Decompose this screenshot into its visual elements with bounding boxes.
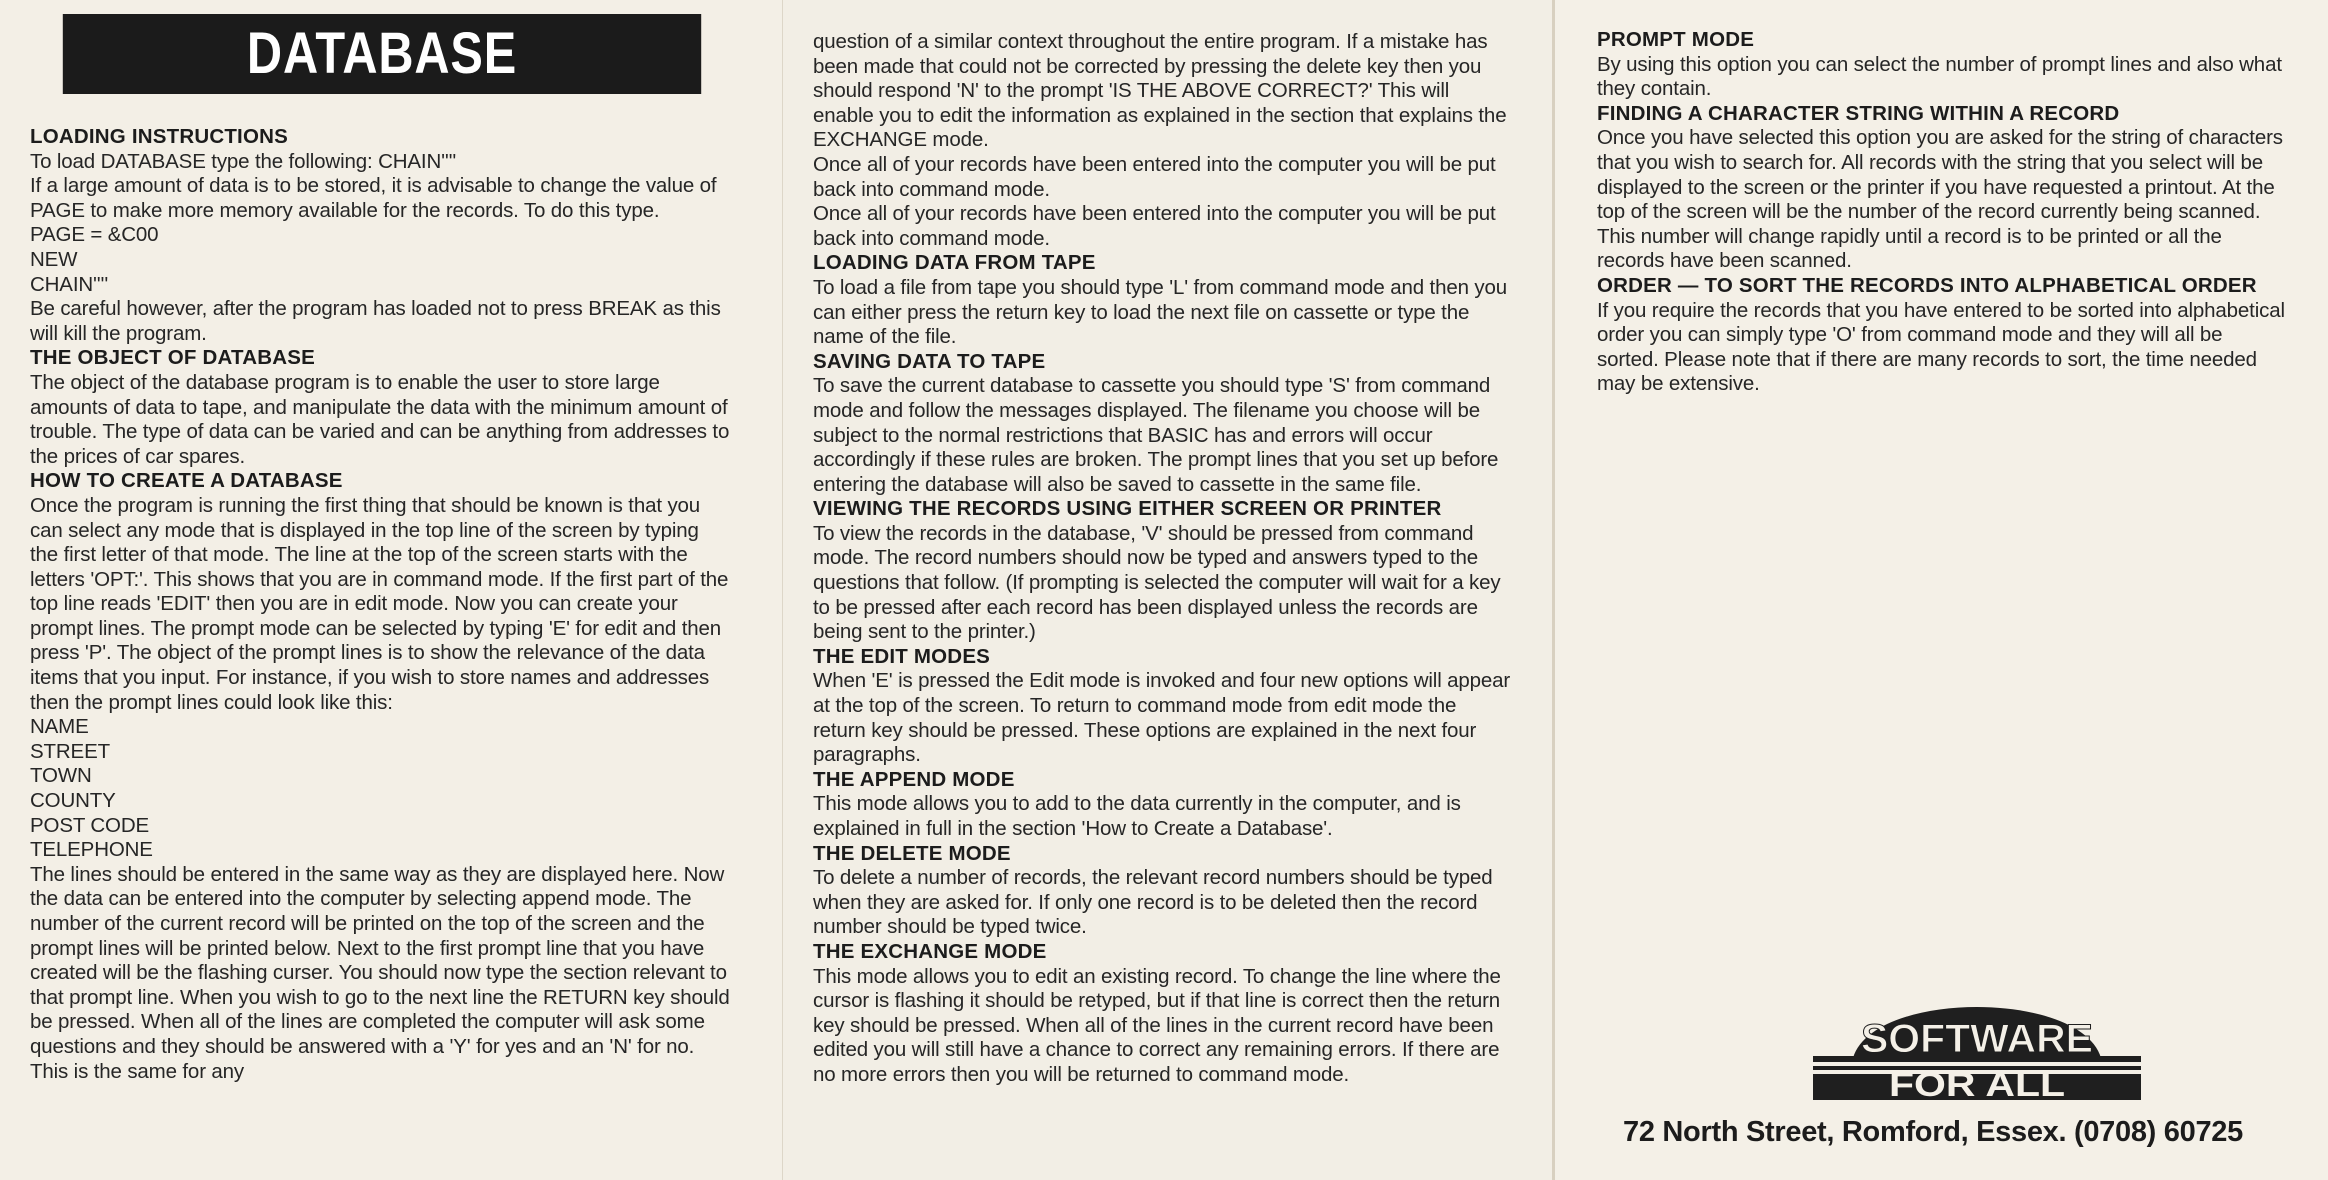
list-item: COUNTY — [30, 789, 116, 813]
list-item: STREET — [30, 739, 110, 763]
heading-prompt-mode: PROMPT MODE — [1597, 28, 1755, 51]
paragraph-delete: To delete a number of records, the relevant record numbers should be typed when they are asked for. If only one record is to be deleted then the record number should be typed twice. — [813, 866, 1493, 939]
paragraph-entered-2: Once all of your records have been entered into the computer you will be put back into command mode. — [813, 202, 1496, 250]
heading-append: THE APPEND MODE — [813, 767, 1015, 791]
middle-column-text — [813, 30, 1513, 1088]
panel-right — [1552, 0, 2328, 1180]
list-item: TELEPHONE — [30, 838, 153, 862]
company-address: 72 North Street, Romford, Essex. (0708) 60725 — [1623, 1116, 2243, 1148]
code-line-new: NEW — [30, 247, 78, 271]
heading-create: HOW TO CREATE A DATABASE — [30, 469, 343, 493]
heading-object: THE OBJECT OF DATABASE — [30, 346, 315, 370]
paragraph-loading-data: To load a file from tape you should type 'L' from command mode and then you can either press the return key to load the next file on cassette or type the name of the file. — [813, 275, 1507, 349]
paragraph-create: Once the program is running the first thing that should be known is that you can select any mode that is displayed in the top line of the screen by typing the first letter of that mode. The line at the top of the screen starts with the letters 'OPT:'. This shows that you are in command mode. If the first part of the top line reads 'EDIT' then you are in edit mode. Now you can create your prompt lines. The prompt mode can be selected by typing 'E' for edit and then press 'P'. The object of the prompt lines is to show the relevance of the data items that you input. For instance, if you wish to store names and addresses then the prompt lines could look like this: — [30, 493, 729, 714]
heading-saving: SAVING DATA TO TAPE — [813, 349, 1046, 373]
list-item: NAME — [30, 715, 89, 739]
heading-edit-modes: THE EDIT MODES — [813, 644, 991, 668]
page-title-banner: DATABASE — [63, 14, 701, 94]
heading-order: ORDER — TO SORT THE RECORDS INTO ALPHABETICAL ORDER — [1597, 273, 2257, 297]
panel-left — [0, 0, 782, 1180]
paragraph-continued: question of a similar context throughout the entire program. If a mistake has been made that could not be corrected by pressing the delete key then you should respond 'N' to the prompt 'IS THE ABOVE CORRECT?' This will enable you to edit the information as explained in the section that explains the EXCHANGE mode. — [813, 30, 1507, 152]
paragraph-careful: Be careful however, after the program has loaded not to press BREAK as this will kill the program. — [30, 297, 721, 345]
left-column-text — [30, 125, 730, 1084]
code-line-page: PAGE = &C00 — [30, 223, 159, 247]
paragraph-order: If you require the records that you have entered to be sorted into alphabetical order you can simply type 'O' from command mode and they will all be sorted. Please note that if there are many records to sort, the time needed may be extensive. — [1597, 298, 2285, 396]
paragraph-finding: Once you have selected this option you are asked for the string of characters that you wish to search for. All records with the string that you select will be displayed to the screen or the printer if you have requested a printout. At the top of the screen will be the number of the record currently being scanned. This number will change rapidly until a record is to be printed or all the records have been scanned. — [1597, 126, 2283, 273]
heading-finding: FINDING A CHARACTER STRING WITHIN A RECORD — [1597, 101, 2120, 125]
paragraph-prompt-mode: By using this option you can select the number of prompt lines and also what they contain. — [1597, 52, 2282, 101]
code-line-chain: CHAIN'''' — [30, 272, 109, 296]
heading-delete: THE DELETE MODE — [813, 841, 1011, 865]
software-for-all-logo — [1813, 980, 2141, 1100]
list-item: POST CODE — [30, 813, 150, 837]
heading-loading-instructions: LOADING INSTRUCTIONS — [30, 125, 288, 148]
paragraph-exchange: This mode allows you to edit an existing record. To change the line where the cursor is flashing it should be retyped, but if that line is correct then the return key should be pressed. When all of the lines in the current record have been edited you will still have a chance to correct any remaining errors. If there are no more errors then you will be returned to command mode. — [813, 964, 1501, 1086]
heading-exchange: THE EXCHANGE MODE — [813, 939, 1047, 963]
paragraph-object: The object of the database program is to enable the user to store large amounts of data to tape, and manipulate the data with the minimum amount of trouble. The type of data can be varied and can be anything from addresses to the prices of car spares. — [30, 370, 730, 468]
paragraph-append: This mode allows you to add to the data currently in the computer, and is explained in full in the section 'How to Create a Database'. — [813, 792, 1461, 840]
paragraph-load: To load DATABASE type the following: CHAIN'''' — [30, 149, 457, 173]
paragraph-viewing: To view the records in the database, 'V' should be pressed from command mode. The record numbers should now be typed and answers typed to the questions that follow. (If prompting is selected the computer will wait for a key to be pressed after each record has been displayed unless the records are being sent to the printer.) — [813, 521, 1501, 644]
logo-text-software: SOFTWARE — [1861, 1017, 2093, 1061]
panel-middle — [782, 0, 1552, 1180]
paragraph-entered-1: Once all of your records have been entered into the computer you will be put back into command mode. — [813, 152, 1496, 201]
list-item: TOWN — [30, 764, 92, 788]
heading-viewing: VIEWING THE RECORDS USING EITHER SCREEN OR PRINTER — [813, 497, 1442, 521]
logo-text-for-all: FOR ALL — [1889, 1066, 2065, 1100]
heading-loading-data: LOADING DATA FROM TAPE — [813, 251, 1096, 275]
paragraph-edit-modes: When 'E' is pressed the Edit mode is invoked and four new options will appear at the top of the screen. To return to command mode from edit mode the return key should be pressed. These options are explained in the next four paragraphs. — [813, 669, 1511, 767]
right-column-text — [1597, 28, 2287, 397]
paragraph-saving: To save the current database to cassette you should type 'S' from command mode and follow the messages displayed. The filename you choose will be subject to the normal restrictions that BASIC has and errors will occur accordingly if these rules are broken. The prompt lines that you set up before entering the database will also be saved to cassette in the same file. — [813, 374, 1499, 496]
paragraph-large-data: If a large amount of data is to be stored, it is advisable to change the value of PAGE to make more memory available for the records. To do this type. — [30, 174, 717, 222]
paragraph-lines: The lines should be entered in the same way as they are displayed here. Now the data can be entered into the computer by selecting append mode. The number of the current record will be printed on the top of the screen and the prompt lines will be printed below. Next to the first prompt line that you have created will be the flashing curser. You should now type the section relevant to that prompt line. When you wish to go to the next line the RETURN key should be pressed. When all of the lines are completed the computer will ask some questions and they should be answered with a 'Y' for yes and an 'N' for no. This is the same for any — [30, 862, 730, 1083]
